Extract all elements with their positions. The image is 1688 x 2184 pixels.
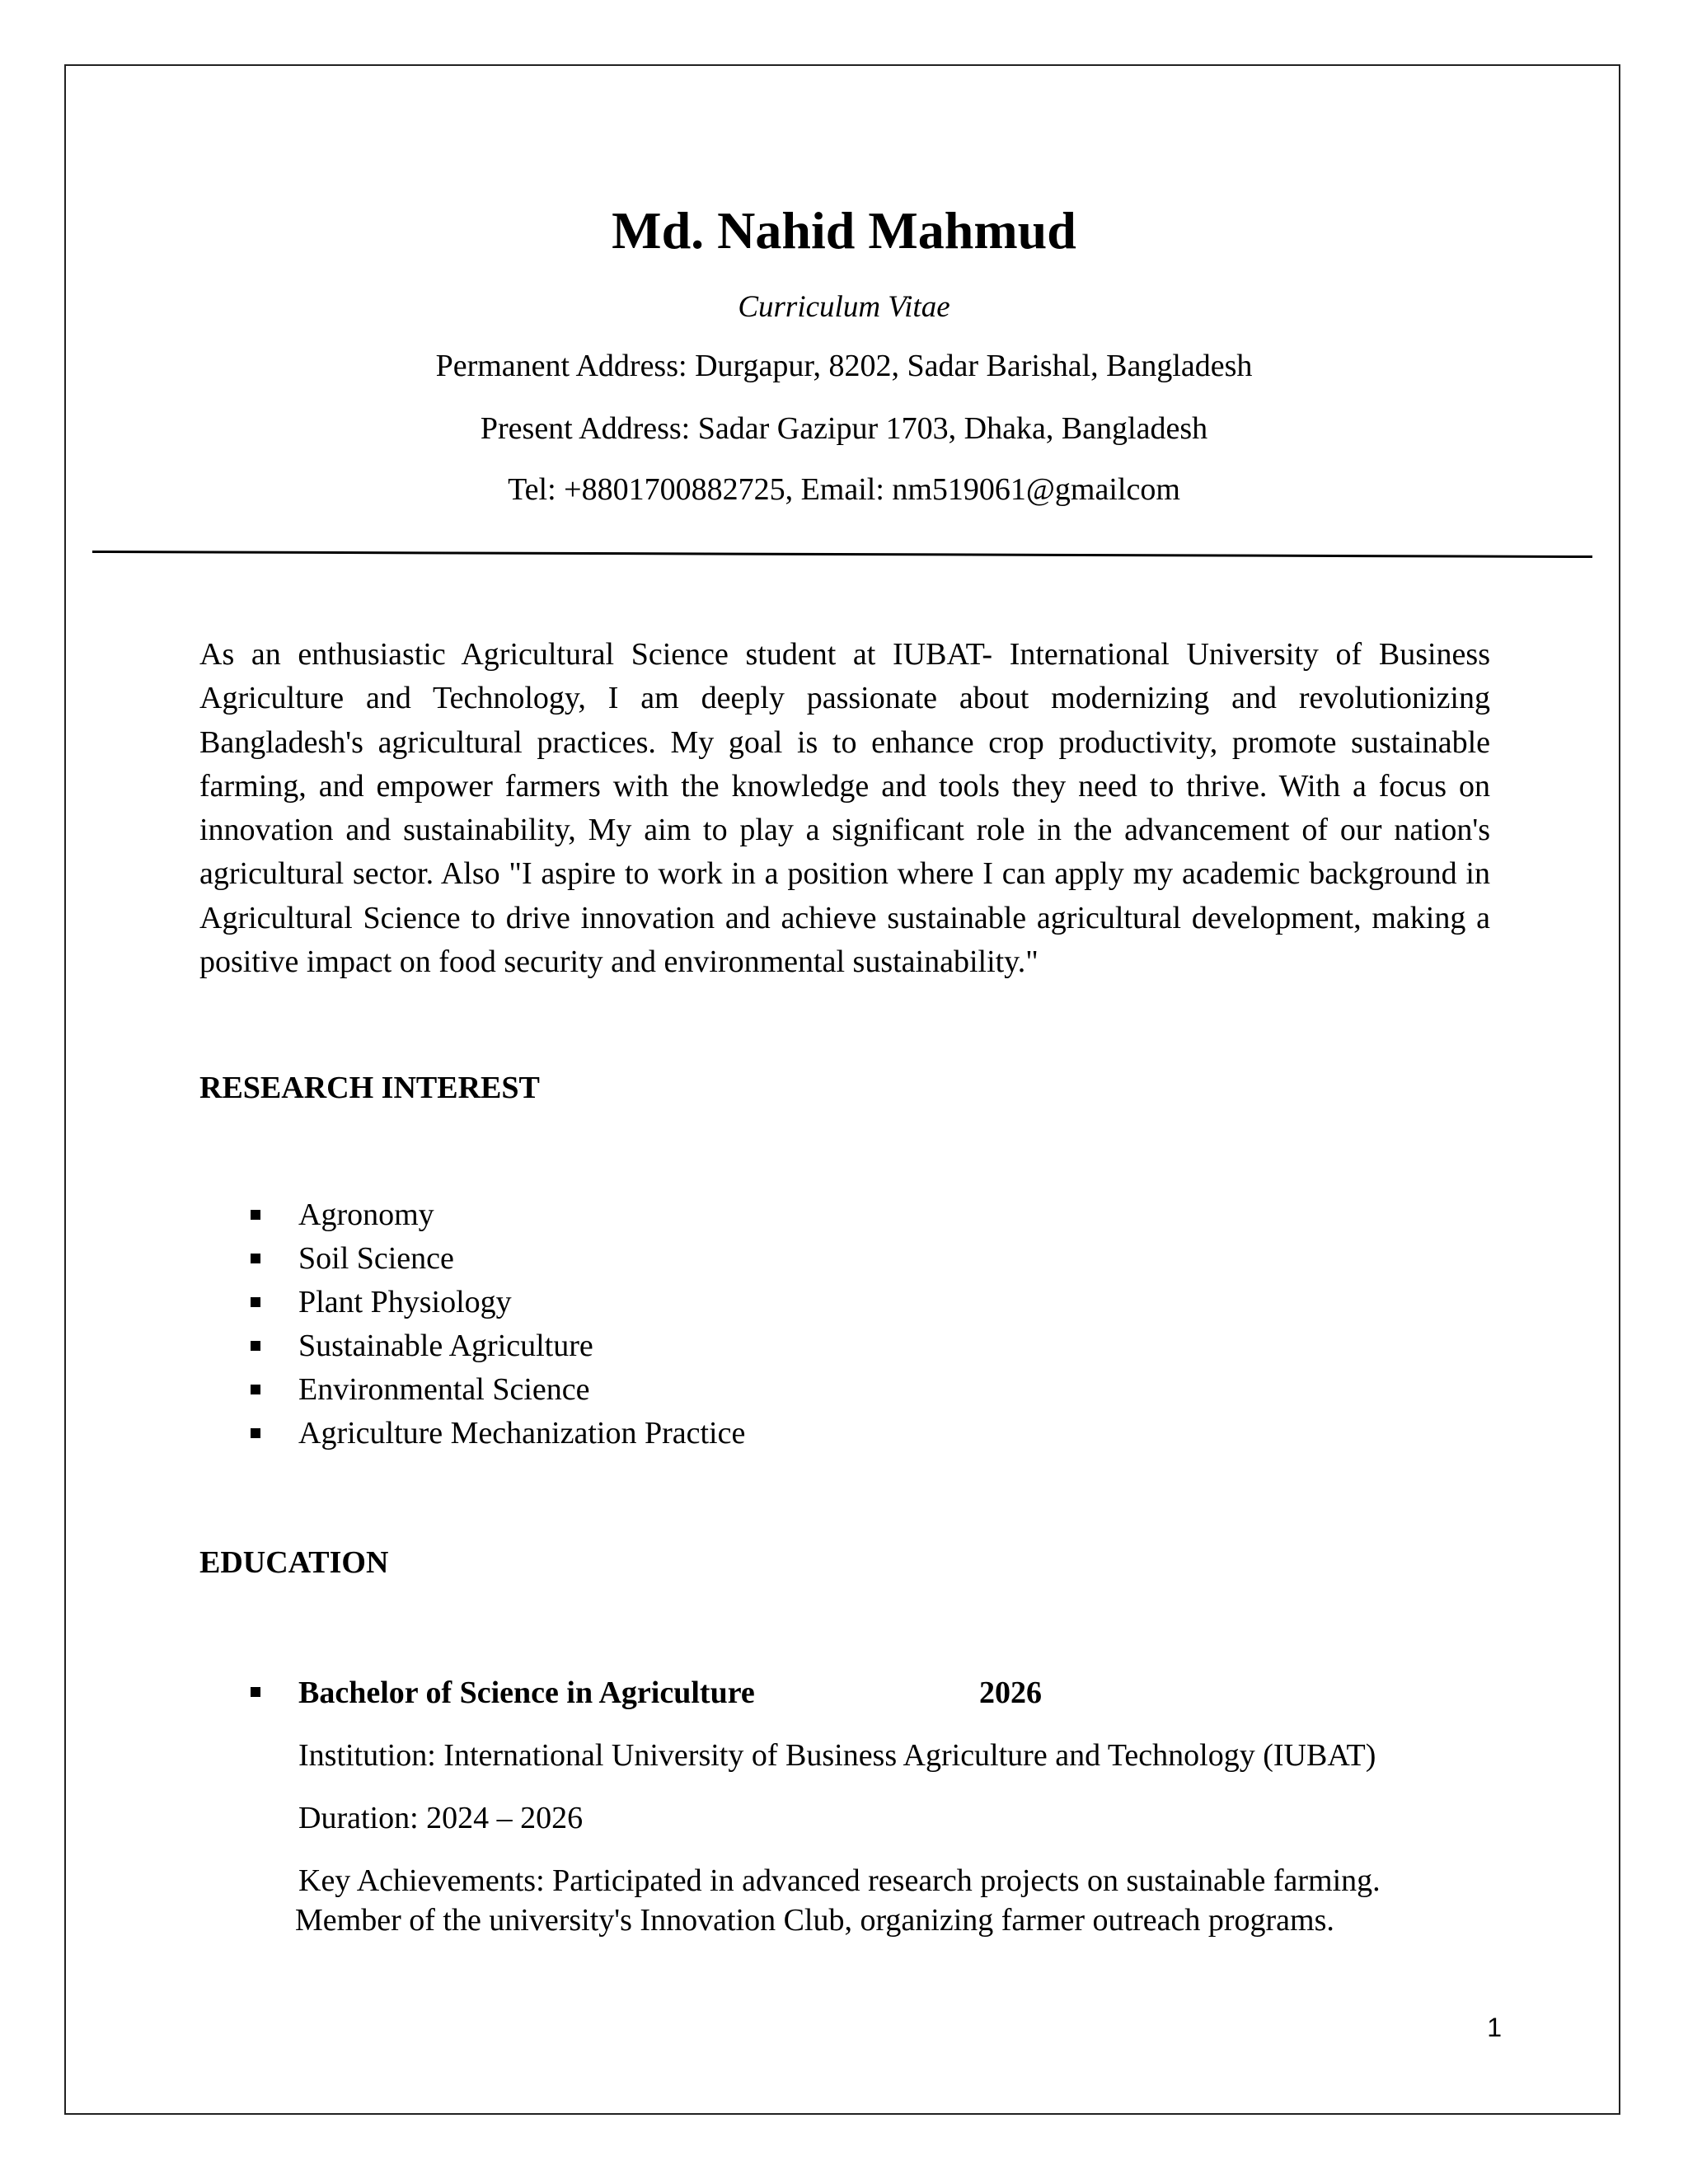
square-bullet-icon xyxy=(251,1254,260,1263)
education-heading: EDUCATION xyxy=(199,1545,389,1580)
duration: Duration: 2024 – 2026 xyxy=(298,1801,584,1835)
degree-title: Bachelor of Science in Agriculture xyxy=(298,1675,755,1710)
list-item xyxy=(247,1368,745,1412)
page-number: 1 xyxy=(1487,2013,1502,2042)
key-achievements-continued: Member of the university's Innovation Club, organizing farmer outreach programs. xyxy=(295,1903,1334,1938)
research-item-label: Agronomy xyxy=(298,1197,434,1232)
candidate-name: Md. Nahid Mahmud xyxy=(612,201,1076,260)
square-bullet-icon xyxy=(251,1385,260,1394)
list-item xyxy=(247,1237,745,1281)
document-subtitle: Curriculum Vitae xyxy=(738,290,950,324)
research-interest-heading: RESEARCH INTEREST xyxy=(199,1071,540,1105)
square-bullet-icon xyxy=(251,1687,260,1697)
research-interest-list xyxy=(247,1193,745,1455)
research-item-label: Agriculture Mechanization Practice xyxy=(298,1416,746,1451)
list-item xyxy=(247,1281,745,1324)
key-achievements: Key Achievements: Participated in advanced research projects on sustainable farming. xyxy=(298,1863,1381,1898)
research-item-label: Sustainable Agriculture xyxy=(298,1329,593,1363)
career-objective: As an enthusiastic Agricultural Science student at IUBAT- International University of Business Agriculture and Technology, I am deeply passionate about modernizing and revolutionizing Bangladesh's agricultural practices. My goal is to enhance crop productivity, promote sustainable farming, and empower farmers with the knowledge and tools they need to thrive. With a focus on innovation and sustainability, My aim to play a significant role in the advancement of our nation's agricultural sector. Also "I aspire to work in a position where I can apply my academic background in Agricultural Science to drive innovation and achieve sustainable agricultural development, making a positive impact on food security and environmental sustainability." xyxy=(199,637,1490,980)
research-item-label: Plant Physiology xyxy=(298,1285,512,1319)
permanent-address: Permanent Address: Durgapur, 8202, Sadar Barishal, Bangladesh xyxy=(435,349,1253,383)
square-bullet-icon xyxy=(251,1210,260,1220)
research-item-label: Soil Science xyxy=(298,1241,454,1276)
list-item xyxy=(247,1324,745,1368)
square-bullet-icon xyxy=(251,1297,260,1307)
degree-year: 2026 xyxy=(979,1675,1042,1710)
present-address: Present Address: Sadar Gazipur 1703, Dhaka, Bangladesh xyxy=(480,411,1208,446)
list-item xyxy=(247,1193,745,1237)
research-item-label: Environmental Science xyxy=(298,1372,590,1407)
institution: Institution: International University of Business Agriculture and Technology (IUBAT) xyxy=(298,1738,1376,1773)
square-bullet-icon xyxy=(251,1341,260,1351)
contact-info: Tel: +8801700882725, Email: nm519061@gmailcom xyxy=(508,472,1180,507)
square-bullet-icon xyxy=(251,1428,260,1438)
list-item xyxy=(247,1412,745,1455)
